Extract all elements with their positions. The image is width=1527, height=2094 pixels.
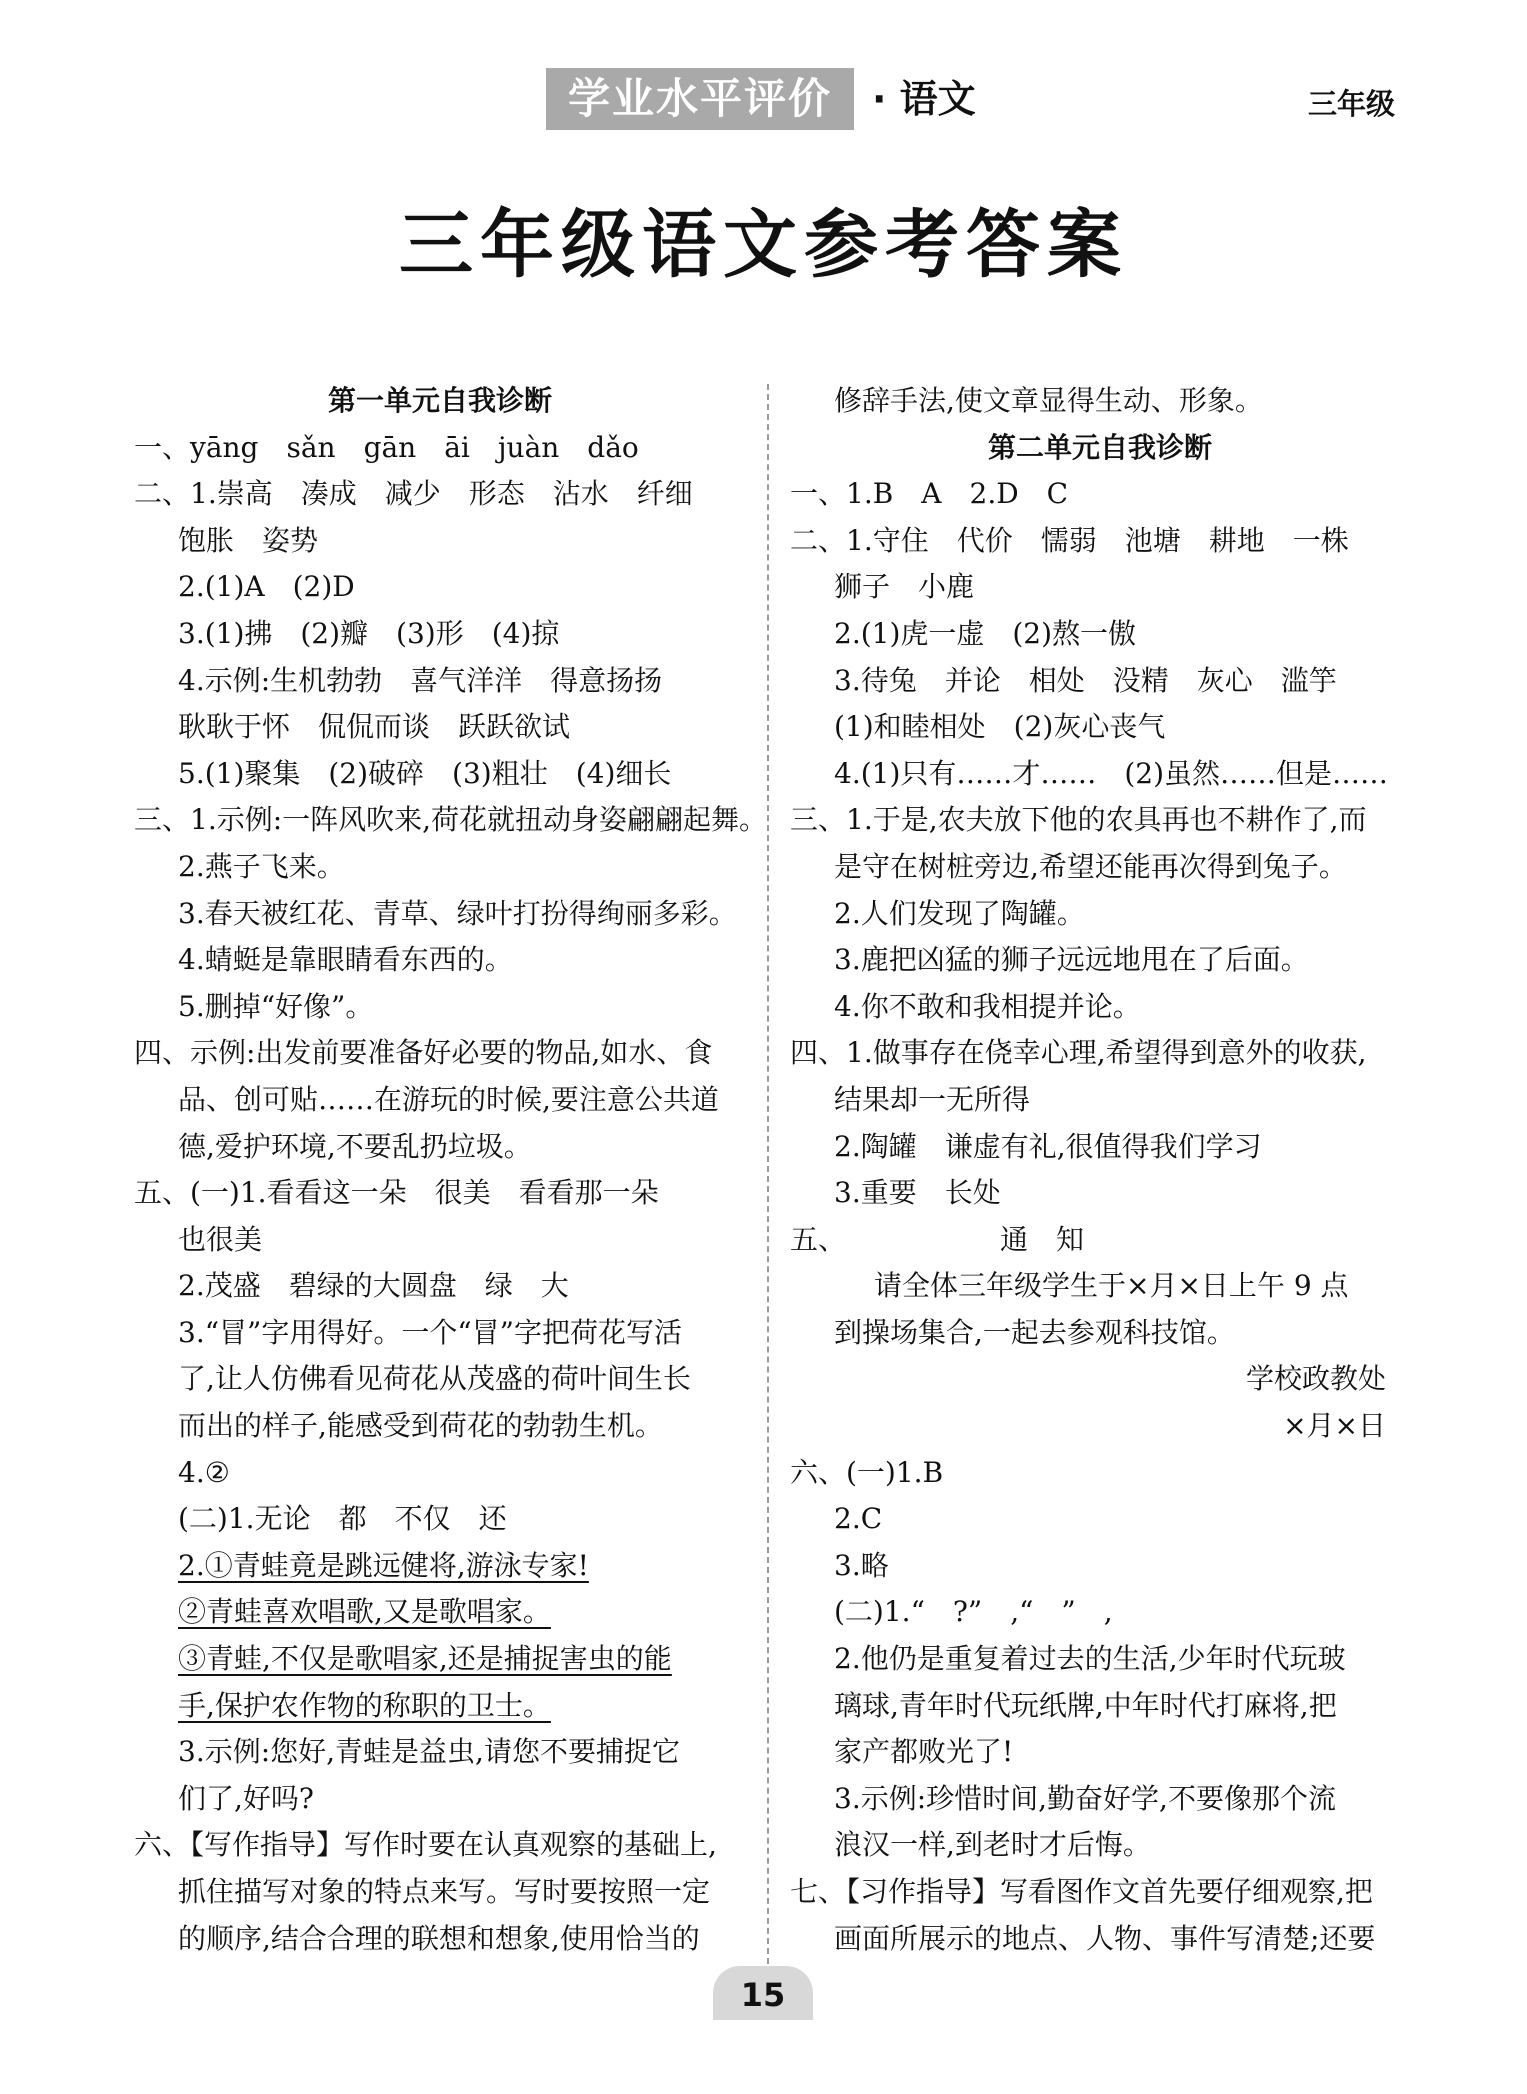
answer-line: 3.(1)拂 (2)瓣 (3)形 (4)掠 [178, 616, 560, 650]
answer-line: 四、1.做事存在侥幸心理,希望得到意外的收获, [790, 1036, 1367, 1070]
answer-line: 4.蜻蜓是靠眼睛看东西的。 [178, 943, 513, 977]
answer-line: 七、【习作指导】写看图作文首先要仔细观察,把 [790, 1875, 1373, 1908]
left-column [134, 378, 768, 1962]
answer-line: 2.①青蛙竟是跳远健将,游泳专家! [178, 1548, 589, 1582]
answer-line: 璃球,青年时代玩纸牌,中年时代打麻将,把 [834, 1688, 1337, 1722]
right-column [790, 378, 1410, 1962]
answer-line: ×月×日 [1283, 1409, 1386, 1443]
answer-line: (二)1.“ ?” ,“ ” , [834, 1595, 1113, 1629]
answer-line: 五、(一)1.看看这一朵 很美 看看那一朵 [134, 1176, 659, 1210]
answer-line: 六、(一)1.B [790, 1455, 944, 1489]
answer-line: 2.(1)虎一虚 (2)熬一傲 [834, 616, 1137, 650]
answer-line: 画面所展示的地点、人物、事件写清楚;还要 [834, 1921, 1376, 1955]
answer-line: 三、1.于是,农夫放下他的农具再也不耕作了,而 [790, 803, 1367, 837]
answer-line: 们了,好吗? [178, 1781, 314, 1815]
grade-label: 三年级 [1307, 87, 1395, 121]
answer-line: 的顺序,结合合理的联想和想象,使用恰当的 [178, 1921, 700, 1955]
answer-line: 3.鹿把凶猛的狮子远远地甩在了后面。 [834, 943, 1309, 977]
answer-line: 二、1.崇高 凑成 减少 形态 沾水 纤细 [134, 477, 693, 511]
answer-line: (二)1.无论 都 不仅 还 [178, 1502, 507, 1536]
answer-line: 4.② [178, 1455, 230, 1489]
answer-line: 5.删掉“好像”。 [178, 989, 374, 1023]
answer-line: 六、【写作指导】写作时要在认真观察的基础上, [134, 1828, 717, 1862]
answer-line: 德,爱护环境,不要乱扔垃圾。 [178, 1129, 532, 1163]
answer-line: 浪汉一样,到老时才后悔。 [834, 1828, 1151, 1862]
answer-line: 3.春天被红花、青草、绿叶打扮得绚丽多彩。 [178, 896, 737, 930]
answer-line: 学校政教处 [1245, 1362, 1386, 1396]
answer-line: 饱胀 姿势 [178, 523, 319, 557]
subject-label: · 语文 [872, 77, 976, 121]
answer-line: 4.你不敢和我相提并论。 [834, 989, 1141, 1023]
answer-line: ③青蛙,不仅是歌唱家,还是捕捉害虫的能 [178, 1642, 672, 1676]
answer-line: 狮子 小鹿 [834, 570, 975, 604]
answer-line: 2.陶罐 谦虚有礼,很值得我们学习 [834, 1129, 1262, 1163]
answer-line: 2.C [834, 1502, 883, 1536]
answer-line: 四、示例:出发前要准备好必要的物品,如水、食 [134, 1036, 713, 1070]
answer-line: 2.人们发现了陶罐。 [834, 896, 1085, 930]
answer-line: 修辞手法,使文章显得生动、形象。 [834, 384, 1263, 417]
answer-line: 3.重要 长处 [834, 1176, 1001, 1210]
answer-line: 耿耿于怀 侃侃而谈 跃跃欲试 [178, 710, 571, 744]
column-divider [767, 384, 769, 1964]
answer-line: 是守在树桩旁边,希望还能再次得到兔子。 [834, 849, 1347, 883]
answer-line: 二、1.守住 代价 懦弱 池塘 耕地 一株 [790, 523, 1349, 557]
answer-line: 2.(1)A (2)D [178, 570, 355, 604]
answer-line: 到操场集合,一起去参观科技馆。 [834, 1315, 1235, 1349]
answer-line: 了,让人仿佛看见荷花从茂盛的荷叶间生长 [178, 1362, 691, 1396]
answer-line: 结果却一无所得 [834, 1082, 1031, 1116]
answer-line: 一、1.B A 2.D C [790, 477, 1069, 511]
page-number: 15 [713, 1966, 813, 2020]
answer-line: 2.他仍是重复着过去的生活,少年时代玩玻 [834, 1642, 1346, 1676]
page-title: 三年级语文参考答案 [399, 202, 1128, 288]
series-label: 学业水平评价 [546, 68, 854, 130]
answer-line: 4.示例:生机勃勃 喜气洋洋 得意扬扬 [178, 663, 663, 697]
section-heading: 第一单元自我诊断 [327, 384, 552, 417]
answer-line: 而出的样子,能感受到荷花的勃勃生机。 [178, 1409, 663, 1443]
answer-line: 一、yāng sǎn gān āi juàn dǎo [134, 430, 639, 464]
answer-line: 3.示例:珍惜时间,勤奋好学,不要像那个流 [834, 1781, 1336, 1815]
answer-line: ②青蛙喜欢唱歌,又是歌唱家。 [178, 1595, 551, 1629]
answer-line: 也很美 [178, 1222, 263, 1256]
answer-line: 3.“冒”字用得好。一个“冒”字把荷花写活 [178, 1315, 682, 1349]
answer-line: 手,保护农作物的称职的卫士。 [178, 1688, 551, 1722]
answer-line: 2.燕子飞来。 [178, 849, 345, 883]
answer-line: 3.示例:您好,青蛙是益虫,请您不要捕捉它 [178, 1735, 680, 1769]
answer-line: 3.略 [834, 1548, 889, 1582]
answer-line: 2.茂盛 碧绿的大圆盘 绿 大 [178, 1269, 569, 1303]
answer-line: 5.(1)聚集 (2)破碎 (3)粗壮 (4)细长 [178, 756, 672, 790]
answer-line: 三、1.示例:一阵风吹来,荷花就扭动身姿翩翩起舞。 [134, 803, 768, 837]
section-heading: 第二单元自我诊断 [987, 430, 1212, 464]
answer-line: 品、创可贴……在游玩的时候,要注意公共道 [178, 1082, 719, 1116]
answer-line: 3.待兔 并论 相处 没精 灰心 滥竽 [834, 663, 1337, 697]
answer-line: 五、 通 知 [790, 1222, 1085, 1256]
answer-line: 4.(1)只有……才…… (2)虽然……但是…… [834, 756, 1389, 790]
answer-line: 请全体三年级学生于×月×日上午 9 点 [874, 1269, 1349, 1303]
answer-line: 抓住描写对象的特点来写。写时要按照一定 [178, 1875, 711, 1908]
answer-line: 家产都败光了! [834, 1735, 1014, 1769]
answer-line: (1)和睦相处 (2)灰心丧气 [834, 710, 1166, 744]
